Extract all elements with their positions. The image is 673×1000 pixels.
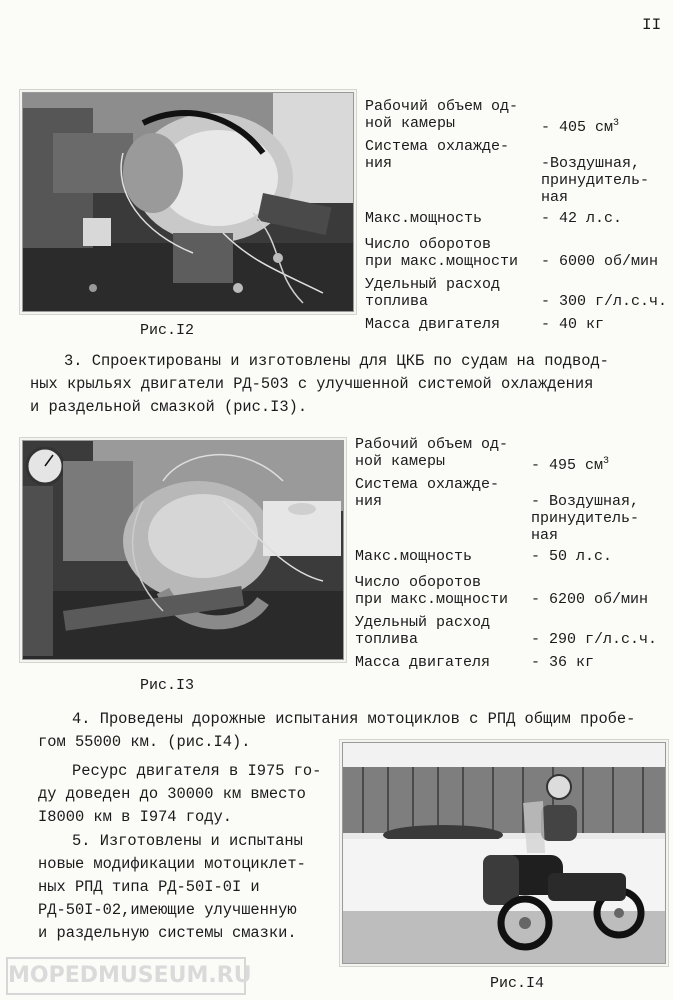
text-line: 4. Проведены дорожные испытания мотоциклов с РПД общим пробе- xyxy=(72,710,636,728)
text-line: гом 55000 км. (рис.I4). xyxy=(38,733,251,751)
spec-label: Система охлажде- ния xyxy=(365,138,510,172)
page-number: II xyxy=(642,16,662,34)
spec-label: Макс.мощность xyxy=(365,210,483,227)
engine-test-bench-image xyxy=(23,441,343,659)
spec-value: - 36 кг xyxy=(531,654,595,671)
paragraph-resource xyxy=(38,760,321,829)
spec-label: Макс.мощность xyxy=(355,548,473,565)
text-line: и раздельной смазкой (рис.I3). xyxy=(30,398,308,416)
spec-value: - 290 г/л.с.ч. xyxy=(531,631,658,648)
spec-label: Число оборотов при макс.мощности xyxy=(355,574,509,608)
paragraph-5 xyxy=(38,830,306,945)
spec-label: Масса двигателя xyxy=(355,654,491,671)
paragraph-3 xyxy=(30,350,609,419)
text-line: 5. Изготовлены и испытаны xyxy=(72,832,303,850)
text-line: и раздельную системы смазки. xyxy=(38,924,297,942)
spec-table-fig12 xyxy=(365,98,671,338)
text-line: I8000 км в I974 году. xyxy=(38,808,232,826)
spec-label: Удельный расход топлива xyxy=(355,614,491,648)
spec-value: - 405 $см^3$ xyxy=(541,118,620,136)
spec-value: - 40 кг xyxy=(541,316,605,333)
spec-label: Масса двигателя xyxy=(365,316,501,333)
text-line: ных крыльях двигатели РД-503 с улучшенной системой охлаждения xyxy=(30,375,594,393)
spec-label: Рабочий объем од- ной камеры xyxy=(355,436,509,470)
spec-label: Система охлажде- ния xyxy=(355,476,500,510)
motorcycle-photo-fig14 xyxy=(342,742,666,964)
spec-table-fig13 xyxy=(355,436,671,676)
spec-value: - 6200 об/мин xyxy=(531,591,649,608)
spec-label: Удельный расход топлива xyxy=(365,276,501,310)
engine-test-bench-image xyxy=(23,93,353,311)
caption-fig14: Рис.I4 xyxy=(490,975,545,992)
text-line: ду доведен до 30000 км вместо xyxy=(38,785,306,803)
caption-fig13: Рис.I3 xyxy=(140,677,195,694)
spec-value: - Воздушная, принудитель- ная xyxy=(531,493,640,544)
text-line: новые модификации мотоциклет- xyxy=(38,855,306,873)
spec-value: -Воздушная, принудитель- ная xyxy=(541,155,650,206)
caption-fig12: Рис.I2 xyxy=(140,322,195,339)
spec-value: - 50 л.с. xyxy=(531,548,613,565)
motorcycle-road-test-image xyxy=(343,743,665,963)
spec-value: - 300 г/л.с.ч. xyxy=(541,293,668,310)
spec-value: - 495 $см^3$ xyxy=(531,456,610,474)
engine-photo-fig13 xyxy=(22,440,344,660)
site-watermark: MOPEDMUSEUM.RU xyxy=(6,957,246,995)
text-line: Ресурс двигателя в I975 го- xyxy=(72,762,322,780)
text-line: РД-50I-02,имеющие улучшенную xyxy=(38,901,297,919)
spec-value: - 42 л.с. xyxy=(541,210,623,227)
spec-value: - 6000 об/мин xyxy=(541,253,659,270)
text-line: 3. Спроектированы и изготовлены для ЦКБ по судам на подвод- xyxy=(64,352,609,370)
spec-label: Число оборотов при макс.мощности xyxy=(365,236,519,270)
text-line: ных РПД типа РД-50I-0I и xyxy=(38,878,260,896)
spec-label: Рабочий объем од- ной камеры xyxy=(365,98,519,132)
engine-photo-fig12 xyxy=(22,92,354,312)
